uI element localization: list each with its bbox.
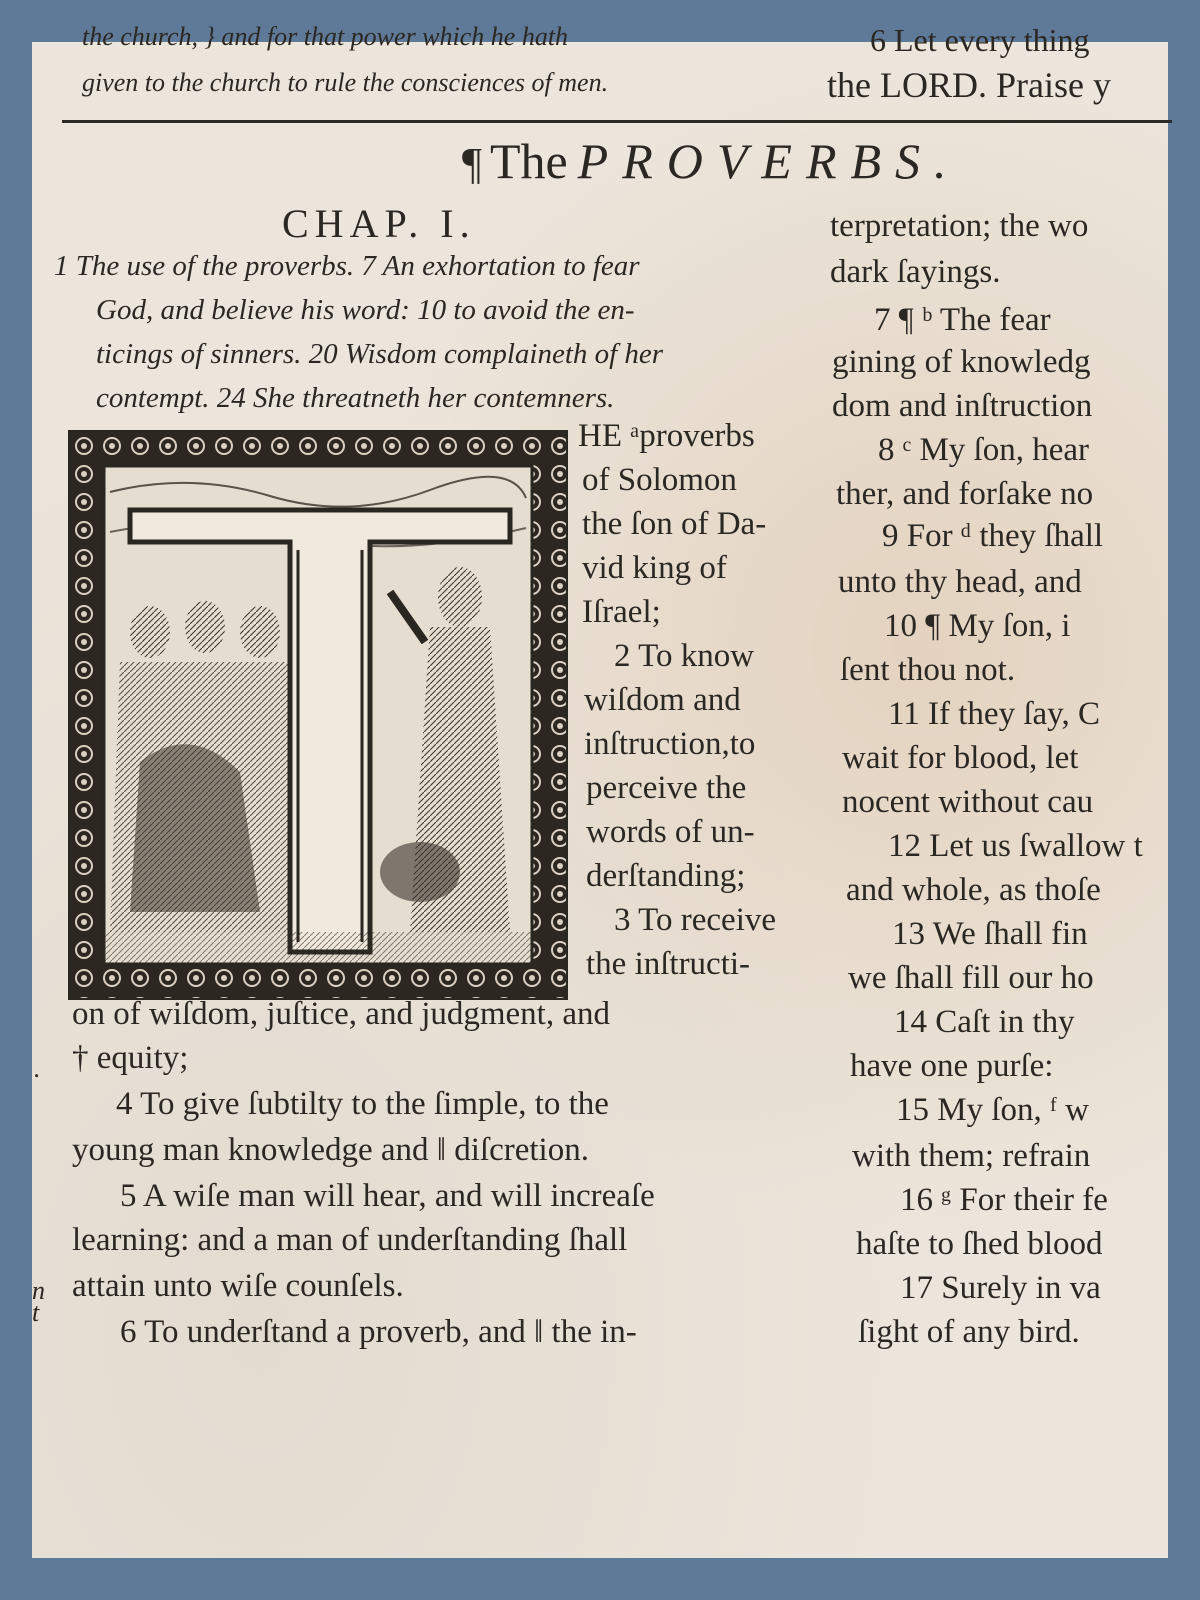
left-full-line-2: † equity; [72, 1040, 189, 1076]
right-line-23: 16 ᵍ For their fe [900, 1182, 1108, 1218]
right-line-16: and whole, as thoſe [846, 872, 1101, 908]
chapter-heading: CHAP. I. [282, 201, 476, 246]
summary-line-3: ticings of sinners. 20 Wisdom complaineth of her [96, 338, 664, 370]
right-line-21: 15 My ſon, ᶠ w [896, 1092, 1089, 1128]
right-line-20: have one purſe: [850, 1048, 1054, 1084]
book-page [32, 22, 1168, 1558]
top-right-line-2: the LORD. Praise y [827, 65, 1111, 105]
right-line-2: dark ſayings. [830, 254, 1001, 290]
margin-t: t [32, 1298, 40, 1327]
top-left-line-2: given to the church to rule the consciences of men. [82, 68, 609, 97]
right-line-8: 9 For ᵈ they ſhall [882, 518, 1104, 554]
left-narrow-line-11: derſtanding; [586, 858, 746, 894]
left-full-line-6: learning: and a man of underſtanding ſhall [72, 1222, 628, 1258]
right-line-18: we ſhall fill our ho [848, 960, 1094, 996]
left-full-line-3: 4 To give ſubtilty to the ſimple, to the [116, 1086, 609, 1122]
right-line-24: haſte to ſhed blood [856, 1226, 1103, 1262]
book-title: PROVERBS. [577, 133, 961, 189]
left-narrow-line-2: of Solomon [582, 462, 737, 498]
right-line-13: wait for blood, let [842, 740, 1079, 776]
right-line-14: nocent without cau [842, 784, 1094, 820]
left-narrow-line-4: vid king of [582, 550, 727, 586]
right-line-25: 17 Surely in va [900, 1270, 1101, 1306]
left-narrow-line-6: 2 To know [614, 638, 755, 674]
running-head-the: The [489, 133, 568, 189]
summary-line-1: 1 The use of the proverbs. 7 An exhortation to fear [54, 250, 640, 282]
margin-dot: . [34, 1054, 41, 1083]
header-rule [62, 120, 1172, 123]
right-line-12: 11 If they ſay, C [888, 696, 1101, 732]
left-full-line-8: 6 To underſtand a proverb, and ‖ the in- [120, 1314, 637, 1350]
left-narrow-line-1: HE ᵃproverbs [578, 418, 755, 454]
margin-n: n [32, 1276, 45, 1305]
left-narrow-line-12: 3 To receive [614, 902, 777, 938]
left-narrow-line-8: inſtruction,to [584, 726, 756, 762]
right-line-9: unto thy head, and [838, 564, 1082, 600]
right-line-11: ſent thou not. [840, 652, 1016, 688]
running-head [462, 132, 961, 190]
right-line-1: terpretation; the wo [830, 208, 1089, 244]
left-narrow-line-7: wiſdom and [584, 682, 741, 718]
left-full-line-7: attain unto wiſe counſels. [72, 1268, 404, 1304]
right-line-15: 12 Let us ſwallow t [888, 828, 1143, 864]
right-line-5: dom and inſtruction [832, 388, 1093, 424]
top-right-line-1: 6 Let every thing [870, 22, 1090, 58]
pilcrow-mark: ¶ [462, 139, 482, 188]
left-full-line-1: on of wiſdom, juſtice, and judgment, and [72, 996, 610, 1032]
right-line-22: with them; refrain [852, 1138, 1091, 1174]
left-narrow-line-10: words of un- [586, 814, 755, 850]
left-full-line-4: young man knowledge and ‖ diſcretion. [72, 1132, 589, 1168]
top-left-line-1: the church, } and for that power which he hath [82, 22, 569, 51]
right-line-6: 8 ᶜ My ſon, hear [878, 432, 1089, 468]
historiated-initial-T-woodcut-icon [68, 430, 568, 1000]
summary-line-2: God, and believe his word: 10 to avoid the en- [96, 294, 635, 326]
left-narrow-line-9: perceive the [586, 770, 747, 806]
right-line-3: 7 ¶ ᵇ The fear [874, 302, 1051, 338]
left-narrow-line-3: the ſon of Da- [582, 506, 767, 542]
right-line-26: ſight of any bird. [858, 1314, 1080, 1350]
right-line-7: ther, and forſake no [836, 476, 1094, 512]
right-line-4: gining of knowledg [832, 344, 1091, 380]
right-line-10: 10 ¶ My ſon, i [884, 608, 1071, 644]
right-line-17: 13 We ſhall fin [892, 916, 1088, 952]
left-narrow-line-13: the inſtructi- [586, 946, 751, 982]
left-full-line-5: 5 A wiſe man will hear, and will increaſe [120, 1178, 655, 1214]
summary-line-4: contempt. 24 She threatneth her contemners. [96, 382, 615, 414]
right-line-19: 14 Caſt in thy [894, 1004, 1075, 1040]
left-narrow-line-5: Iſrael; [582, 594, 661, 630]
